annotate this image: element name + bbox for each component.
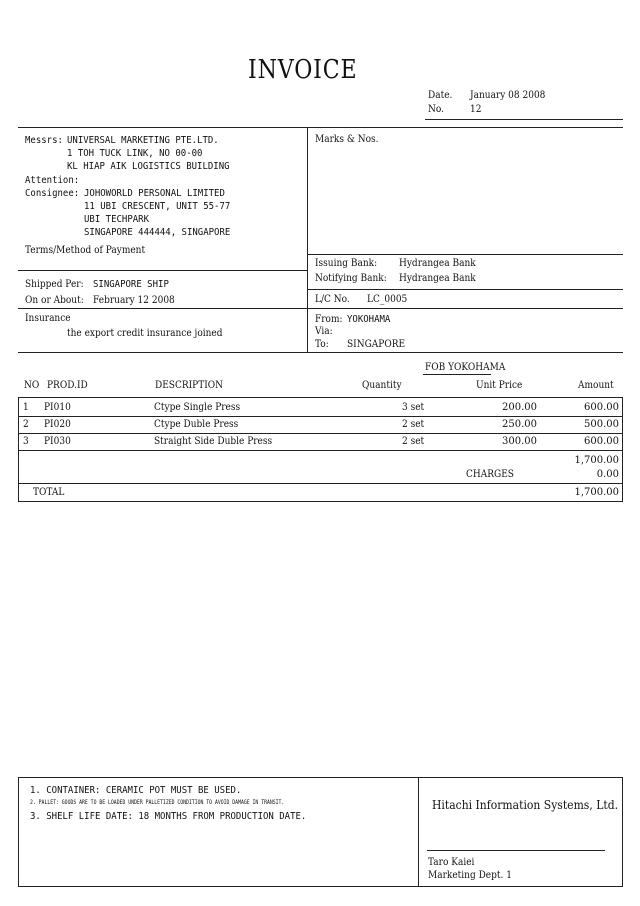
row-line-3	[18, 450, 623, 451]
col-header-no: NO	[24, 380, 40, 391]
row1-no: 1	[23, 402, 29, 413]
upper-box-top	[18, 127, 623, 128]
messrs-address-line2: KL HIAP AIK LOGISTICS BUILDING	[67, 161, 230, 172]
messrs-name: UNIVERSAL MARKETING PTE.LTD.	[67, 135, 219, 146]
row3-quantity: 2 set	[402, 436, 425, 447]
row2-description: Ctype Duble Press	[154, 419, 239, 430]
right-divider-1	[307, 254, 623, 255]
signatory-name: Taro Kaiei	[428, 857, 475, 868]
on-or-about-label: On or About:	[25, 295, 84, 306]
row2-unit-price: 250.00	[502, 419, 537, 430]
left-divider-2	[18, 308, 307, 309]
row2-quantity: 2 set	[402, 419, 425, 430]
lc-no-value: LC_0005	[367, 294, 408, 305]
row3-description: Straight Side Duble Press	[154, 436, 273, 447]
row3-no: 3	[23, 436, 29, 447]
issuing-bank-value: Hydrangea Bank	[399, 258, 476, 269]
col-header-unit-price: Unit Price	[476, 380, 523, 391]
consignee-address-line1: 11 UBI CRESCENT, UNIT 55-77	[84, 201, 231, 212]
consignee-name: JOHOWORLD PERSONAL LIMITED	[84, 188, 225, 199]
shipped-per-value: SINGAPORE SHIP	[93, 279, 169, 290]
row3-amount: 600.00	[584, 436, 619, 447]
total-label: TOTAL	[33, 487, 65, 498]
total-value: 1,700.00	[574, 487, 619, 498]
shipped-per-label: Shipped Per:	[25, 279, 84, 290]
attention-label: Attention:	[25, 175, 80, 186]
invoice-no-value: 12	[470, 104, 482, 115]
subtotal-value: 1,700.00	[574, 455, 619, 466]
signatory-dept: Marketing Dept. 1	[428, 870, 512, 881]
row3-unit-price: 300.00	[502, 436, 537, 447]
right-divider-2	[307, 289, 623, 290]
issuing-bank-label: Issuing Bank:	[315, 258, 378, 269]
to-label: To:	[315, 339, 329, 350]
col-header-quantity: Quantity	[362, 380, 402, 391]
fob-label: FOB YOKOHAMA	[425, 362, 506, 373]
invoice-title: INVOICE	[248, 55, 358, 85]
messrs-label: Messrs:	[25, 135, 63, 146]
row1-prod-id: PI010	[44, 402, 71, 413]
footer-divider	[418, 777, 419, 887]
messrs-address-line1: 1 TOH TUCK LINK, NO 00-00	[67, 148, 203, 159]
right-divider-3	[307, 308, 623, 309]
marks-label: Marks & Nos.	[315, 134, 379, 145]
consignee-label: Consignee:	[25, 188, 80, 199]
left-divider-1	[18, 270, 307, 271]
consignee-address-line2: UBI TECHPARK	[84, 214, 150, 225]
signature-line	[427, 850, 605, 851]
company-name: Hitachi Information Systems, Ltd.	[432, 798, 619, 812]
row-line-4	[18, 483, 623, 484]
row1-quantity: 3 set	[402, 402, 425, 413]
date-value: January 08 2008	[470, 90, 546, 101]
col-header-amount: Amount	[578, 380, 614, 391]
row1-amount: 600.00	[584, 402, 619, 413]
charges-label: CHARGES	[466, 469, 514, 480]
invoice-no-label: No.	[428, 104, 445, 115]
row2-no: 2	[23, 419, 29, 430]
via-label: Via:	[315, 326, 333, 337]
col-header-description: DESCRIPTION	[155, 380, 224, 391]
to-value: SINGAPORE	[347, 339, 406, 350]
insurance-label: Insurance	[25, 313, 71, 324]
from-label: From:	[315, 314, 343, 325]
date-label: Date.	[428, 90, 453, 101]
insurance-value: the export credit insurance joined	[67, 328, 223, 339]
notifying-bank-label: Notifying Bank:	[315, 273, 387, 284]
note-container: 1. CONTAINER: CERAMIC POT MUST BE USED.	[30, 785, 242, 796]
note-shelf-life: 3. SHELF LIFE DATE: 18 MONTHS FROM PRODUCTION DATE.	[30, 811, 307, 822]
notifying-bank-value: Hydrangea Bank	[399, 273, 476, 284]
row1-unit-price: 200.00	[502, 402, 537, 413]
terms-label: Terms/Method of Payment	[25, 245, 146, 256]
row2-prod-id: PI020	[44, 419, 71, 430]
on-or-about-value: February 12 2008	[93, 295, 175, 306]
upper-box-bottom	[18, 352, 623, 353]
lc-no-label: L/C No.	[315, 294, 350, 305]
from-value: YOKOHAMA	[347, 314, 391, 325]
consignee-address-line3: SINGAPORE 444444, SINGAPORE	[84, 227, 231, 238]
row2-amount: 500.00	[584, 419, 619, 430]
charges-value: 0.00	[596, 469, 619, 480]
note-pallet: 2. PALLET: GOODS ARE TO BE LOADED UNDER PALLETIZED CONDITION TO AVOID DAMAGE IN TRANSIT.	[30, 799, 285, 806]
upper-box-divider	[307, 127, 308, 352]
date-underline	[425, 119, 623, 120]
row-line-1	[18, 416, 623, 417]
row1-description: Ctype Single Press	[154, 402, 241, 413]
row3-prod-id: PI030	[44, 436, 71, 447]
fob-underline	[423, 374, 491, 375]
col-header-prod-id: PROD.ID	[47, 380, 88, 391]
row-line-2	[18, 433, 623, 434]
